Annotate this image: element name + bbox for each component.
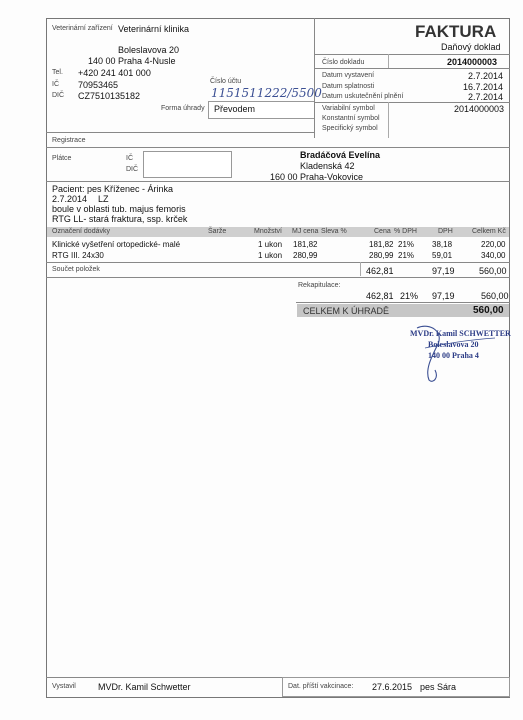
row-vat-rate: 21%: [398, 251, 415, 260]
number-divider: [388, 54, 389, 68]
recap-line: [296, 302, 510, 303]
taxable-date: 2.7.2014: [468, 92, 504, 102]
issued-by: MVDr. Kamil Schwetter: [98, 682, 191, 692]
facility-zip: 140 00: [88, 56, 116, 66]
recap-rate: 21%: [400, 291, 419, 301]
payer-zip: 160 00: [270, 172, 298, 182]
payer-dic-label: DIČ: [126, 166, 139, 173]
row-item: Klinické vyšetření ortopedické- malé: [52, 240, 181, 249]
payer-name: Bradáčová Evelína: [300, 150, 381, 160]
payer-street: Kladenská 42: [300, 161, 355, 171]
issued-date: 2.7.2014: [468, 71, 504, 81]
col-price: Cena: [374, 228, 391, 235]
col-discount: Sleva %: [321, 228, 347, 235]
payment-value: Převodem: [214, 104, 256, 114]
patient-line-4: RTG LL- stará fraktura, ssp. krček: [52, 214, 188, 224]
row-unit-price: 181,82: [293, 240, 318, 249]
to-pay-value: 560,00: [473, 305, 504, 316]
patient-code: LZ: [98, 194, 109, 204]
vs-value: 2014000003: [454, 104, 505, 114]
row-unit-price: 280,99: [293, 251, 318, 260]
row-price: 280,99: [369, 251, 394, 260]
sum-vat: 97,19: [432, 266, 455, 276]
sum-total: 560,00: [479, 266, 507, 276]
facility-street: Boleslavova 20: [118, 45, 180, 55]
patient-line-1: Pacient: pes Kříženec - Árinka: [52, 184, 174, 194]
facility-phone: +420 241 401 000: [78, 68, 151, 78]
ic-label: IČ: [52, 81, 59, 88]
ss-label: Specifický symbol: [322, 125, 378, 132]
issued-by-label: Vystavil: [52, 683, 76, 690]
vs-label: Variabilní symbol: [322, 105, 375, 112]
sum-label: Součet položek: [52, 266, 100, 273]
col-total: Celkem Kč: [472, 228, 506, 235]
col-item: Označení dodávky: [52, 228, 110, 235]
stamp-line-3: 140 00 Praha 4: [428, 351, 479, 360]
section-line-3: [46, 277, 510, 278]
stamp-line-1: MVDr. Kamil SCHWETTER: [410, 329, 511, 338]
dates-bottom-line: [314, 102, 510, 103]
stamp-line-2: Boleslavova 20: [428, 340, 479, 349]
issued-label: Datum vystavení: [322, 72, 375, 79]
sum-divider: [360, 262, 361, 276]
account-handwritten: 1151511222/5500: [211, 86, 322, 100]
recap-vat: 97,19: [432, 291, 455, 301]
symbols-divider: [388, 102, 389, 138]
doc-number: 2014000003: [447, 57, 498, 67]
invoice-subtitle: Daňový doklad: [441, 42, 501, 52]
facility-label: Veterinární zařízení: [52, 25, 113, 32]
vaccination-note: pes Sára: [420, 682, 457, 692]
col-qty: Množství: [254, 228, 283, 235]
row-total: 340,00: [481, 251, 506, 260]
registration-label: Registrace: [52, 137, 86, 144]
payer-id-box: [143, 151, 232, 178]
ks-label: Konstantní symbol: [322, 115, 380, 122]
payer-ic-label: IČ: [126, 155, 133, 162]
facility-city: Praha 4-Nusle: [118, 56, 176, 66]
recap-total: 560,00: [481, 291, 509, 301]
row-qty: 1 ukon: [258, 251, 283, 260]
facility-name: Veterinární klinika: [118, 24, 190, 34]
recap-label: Rekapitulace:: [298, 282, 341, 289]
dic-label: DIČ: [52, 92, 65, 99]
account-label: Číslo účtu: [210, 78, 242, 85]
vaccination-date: 27.6.2015: [372, 682, 413, 692]
row-vat-rate: 21%: [398, 240, 415, 249]
facility-ic: 70953465: [78, 80, 119, 90]
row-vat: 38,18: [432, 240, 453, 249]
phone-label: Tel.: [52, 69, 63, 76]
col-vat: DPH: [438, 228, 453, 235]
to-pay-label: CELKEM K ÚHRADĚ: [303, 306, 390, 316]
registration-top-line: [46, 132, 314, 133]
row-qty: 1 ukon: [258, 240, 283, 249]
number-bottom-line: [314, 68, 510, 69]
table-sum-line: [46, 262, 510, 263]
signature-mark: [405, 318, 505, 388]
row-item: RTG III. 24x30: [52, 251, 104, 260]
due-date: 16.7.2014: [463, 82, 504, 92]
vaccination-label: Dat. příští vakcinace:: [288, 683, 354, 690]
col-batch: Šarže: [208, 228, 227, 235]
invoice-title: FAKTURA: [415, 22, 497, 41]
header-divider: [314, 18, 315, 138]
row-price: 181,82: [369, 240, 394, 249]
row-vat: 59,01: [432, 251, 453, 260]
col-vat-rate: % DPH: [394, 228, 417, 235]
row-total: 220,00: [481, 240, 506, 249]
taxable-label: Datum uskutečnění plnění: [322, 93, 404, 100]
number-label: Číslo dokladu: [322, 59, 365, 66]
due-label: Datum splatnosti: [322, 83, 375, 90]
section-line-1: [46, 147, 510, 148]
patient-line-3: boule v oblasti tub. majus femoris: [52, 204, 186, 214]
payer-label: Plátce: [52, 155, 72, 162]
recap-price: 462,81: [366, 291, 394, 301]
payment-label: Forma úhrady: [161, 105, 205, 112]
patient-date: 2.7.2014: [52, 194, 88, 204]
facility-dic: CZ7510135182: [78, 91, 141, 101]
payer-city: Praha-Vokovice: [300, 172, 364, 182]
col-unit-price: MJ cena: [292, 228, 319, 235]
sum-price: 462,81: [366, 266, 394, 276]
section-line-2: [46, 181, 510, 182]
number-top-line: [314, 54, 510, 55]
